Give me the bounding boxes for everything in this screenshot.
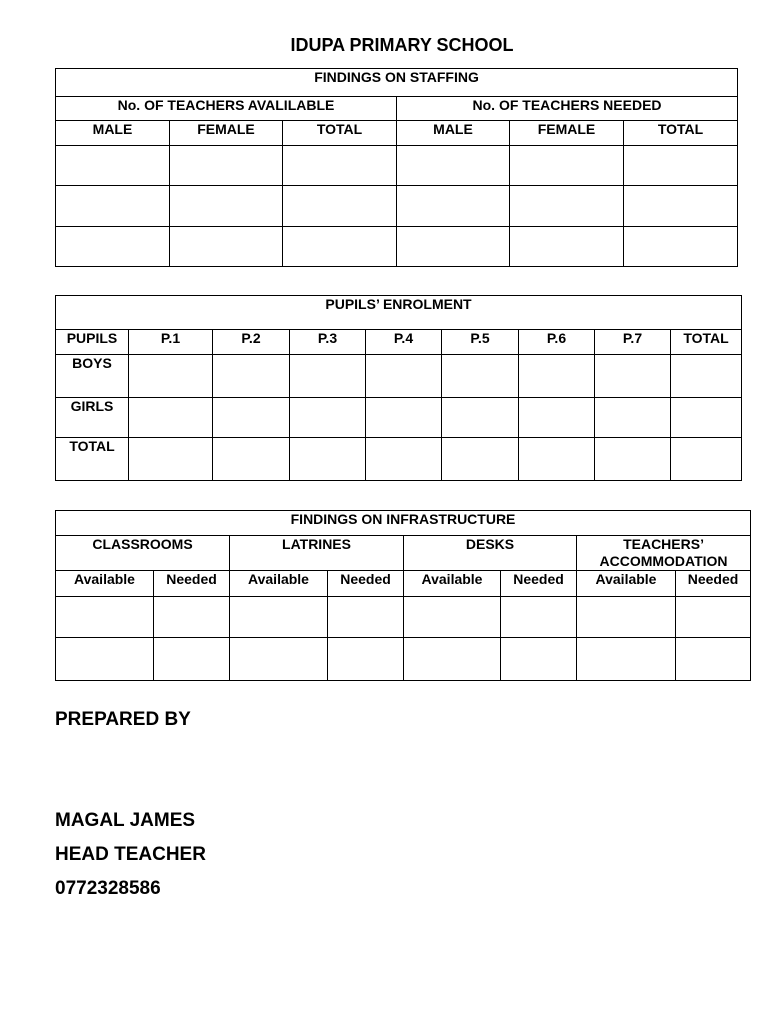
available-header: Available (577, 571, 676, 597)
teachers-needed-header: No. OF TEACHERS NEEDED (397, 97, 738, 121)
blank-cell[interactable] (170, 146, 283, 186)
needed-header: Needed (501, 571, 577, 597)
blank-cell[interactable] (519, 355, 595, 398)
staffing-title: FINDINGS ON STAFFING (56, 69, 738, 97)
blank-cell[interactable] (230, 638, 328, 681)
signatory-phone: 0772328586 (55, 878, 161, 899)
blank-cell[interactable] (56, 146, 170, 186)
blank-cell[interactable] (129, 398, 213, 438)
blank-cell[interactable] (595, 355, 671, 398)
blank-cell[interactable] (129, 355, 213, 398)
blank-cell[interactable] (154, 597, 230, 638)
blank-cell[interactable] (56, 227, 170, 267)
page-title: IDUPA PRIMARY SCHOOL (290, 35, 514, 55)
infrastructure-title: FINDINGS ON INFRASTRUCTURE (56, 511, 751, 536)
blank-cell[interactable] (671, 355, 742, 398)
blank-cell[interactable] (290, 355, 366, 398)
available-header: Available (404, 571, 501, 597)
enrolment-title: PUPILS’ ENROLMENT (56, 296, 742, 330)
available-header: Available (56, 571, 154, 597)
blank-cell[interactable] (213, 398, 290, 438)
blank-cell[interactable] (213, 438, 290, 481)
column-header: TOTAL (283, 121, 397, 146)
blank-cell[interactable] (442, 355, 519, 398)
blank-cell[interactable] (213, 355, 290, 398)
blank-cell[interactable] (577, 597, 676, 638)
blank-cell[interactable] (290, 438, 366, 481)
blank-cell[interactable] (56, 638, 154, 681)
column-header: P.7 (595, 330, 671, 355)
table-row (56, 186, 738, 227)
available-header: Available (230, 571, 328, 597)
blank-cell[interactable] (366, 398, 442, 438)
signatory-name: MAGAL JAMES (55, 810, 196, 831)
blank-cell[interactable] (328, 638, 404, 681)
row-label-boys: BOYS (56, 355, 129, 398)
classrooms-header: CLASSROOMS (56, 536, 230, 571)
desks-header: DESKS (404, 536, 577, 571)
teachers-accommodation-header: TEACHERS’ ACCOMMODATION (577, 536, 751, 571)
row-label-girls: GIRLS (56, 398, 129, 438)
blank-cell[interactable] (671, 438, 742, 481)
column-header: P.3 (290, 330, 366, 355)
blank-cell[interactable] (328, 597, 404, 638)
blank-cell[interactable] (170, 186, 283, 227)
needed-header: Needed (676, 571, 751, 597)
blank-cell[interactable] (676, 638, 751, 681)
blank-cell[interactable] (397, 146, 510, 186)
blank-cell[interactable] (501, 597, 577, 638)
blank-cell[interactable] (129, 438, 213, 481)
blank-cell[interactable] (595, 438, 671, 481)
blank-cell[interactable] (442, 398, 519, 438)
enrolment-table (55, 295, 742, 481)
column-header: FEMALE (510, 121, 624, 146)
blank-cell[interactable] (404, 597, 501, 638)
blank-cell[interactable] (290, 398, 366, 438)
teachers-available-header: No. OF TEACHERS AVALILABLE (56, 97, 397, 121)
table-row (56, 438, 742, 481)
blank-cell[interactable] (676, 597, 751, 638)
staffing-table (55, 68, 738, 267)
column-header: P.4 (366, 330, 442, 355)
blank-cell[interactable] (283, 227, 397, 267)
row-label-total: TOTAL (56, 438, 129, 481)
blank-cell[interactable] (442, 438, 519, 481)
blank-cell[interactable] (624, 186, 738, 227)
column-header: TOTAL (624, 121, 738, 146)
needed-header: Needed (154, 571, 230, 597)
column-header: P.1 (129, 330, 213, 355)
column-header: PUPILS (56, 330, 129, 355)
column-header: FEMALE (170, 121, 283, 146)
table-row (56, 597, 751, 638)
blank-cell[interactable] (595, 398, 671, 438)
blank-cell[interactable] (366, 438, 442, 481)
column-header: TOTAL (671, 330, 742, 355)
blank-cell[interactable] (56, 186, 170, 227)
blank-cell[interactable] (283, 186, 397, 227)
blank-cell[interactable] (404, 638, 501, 681)
signatory-role: HEAD TEACHER (55, 844, 206, 865)
blank-cell[interactable] (519, 438, 595, 481)
blank-cell[interactable] (624, 146, 738, 186)
blank-cell[interactable] (56, 597, 154, 638)
blank-cell[interactable] (397, 227, 510, 267)
blank-cell[interactable] (230, 597, 328, 638)
blank-cell[interactable] (577, 638, 676, 681)
table-row (56, 227, 738, 267)
column-header: MALE (56, 121, 170, 146)
blank-cell[interactable] (510, 186, 624, 227)
blank-cell[interactable] (671, 398, 742, 438)
table-row (56, 398, 742, 438)
table-row (56, 355, 742, 398)
column-header: P.2 (213, 330, 290, 355)
column-header: P.5 (442, 330, 519, 355)
prepared-by-label: PREPARED BY (55, 709, 191, 730)
blank-cell[interactable] (170, 227, 283, 267)
blank-cell[interactable] (283, 146, 397, 186)
table-row (56, 146, 738, 186)
column-header: MALE (397, 121, 510, 146)
blank-cell[interactable] (519, 398, 595, 438)
table-row (56, 638, 751, 681)
needed-header: Needed (328, 571, 404, 597)
blank-cell[interactable] (397, 186, 510, 227)
infrastructure-table (55, 510, 751, 681)
blank-cell[interactable] (501, 638, 577, 681)
blank-cell[interactable] (154, 638, 230, 681)
blank-cell[interactable] (366, 355, 442, 398)
blank-cell[interactable] (624, 227, 738, 267)
blank-cell[interactable] (510, 227, 624, 267)
column-header: P.6 (519, 330, 595, 355)
blank-cell[interactable] (510, 146, 624, 186)
latrines-header: LATRINES (230, 536, 404, 571)
